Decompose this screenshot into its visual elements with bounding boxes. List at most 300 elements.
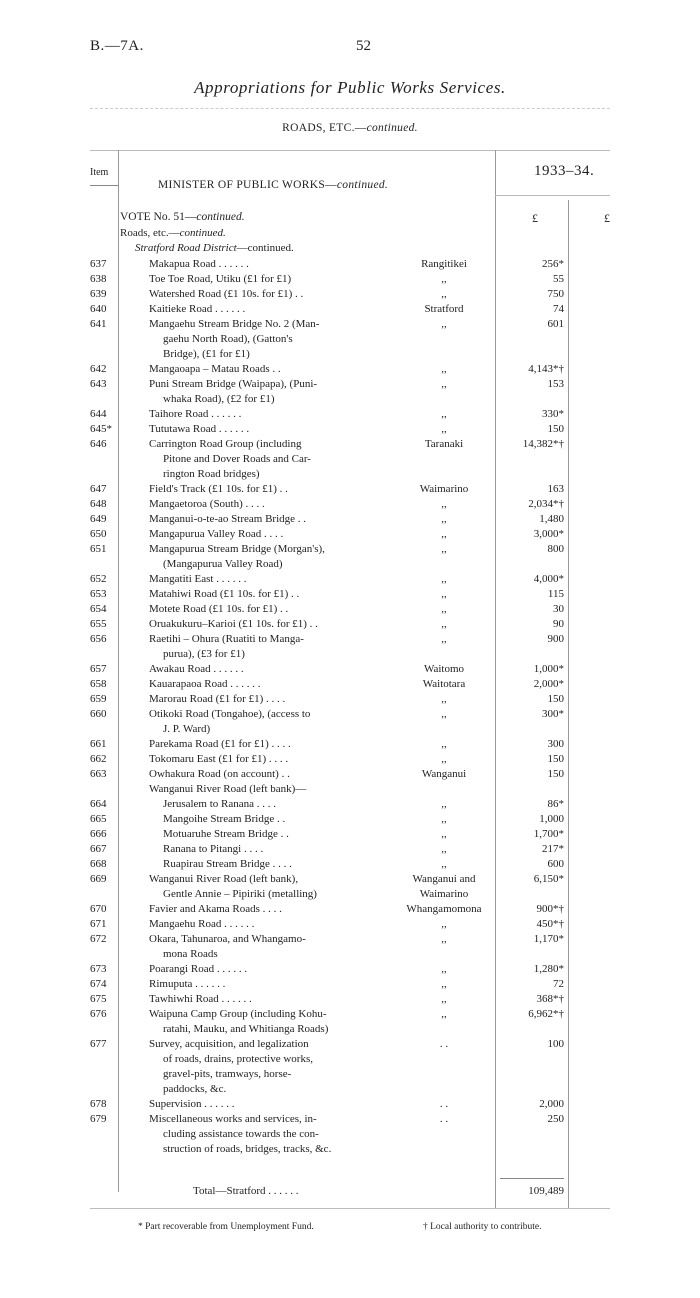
title-rule (90, 108, 610, 109)
item-description (149, 512, 394, 527)
electorate-line: ,, (441, 363, 447, 375)
electorate (393, 917, 495, 932)
electorate-line: ,, (441, 978, 447, 990)
item-description (149, 437, 394, 482)
description-line: Poarangi Road . . . . . . (149, 963, 248, 975)
item-description (149, 917, 394, 932)
vote-main: VOTE No. 51— (120, 211, 197, 223)
electorate-line: ,, (441, 828, 447, 840)
item-number: 638 (90, 273, 107, 285)
item-description (149, 1112, 394, 1157)
electorate-line: Rangitikei (421, 258, 467, 270)
item-description (149, 287, 394, 302)
item-description (149, 662, 394, 677)
amount: 55 (553, 273, 564, 285)
item-number: 655 (90, 618, 107, 630)
amount: 3,000* (533, 528, 564, 540)
description-line: Mangaehu Stream Bridge No. 2 (Man- (149, 318, 320, 330)
electorate (393, 902, 495, 917)
electorate-line: . . (439, 1038, 449, 1050)
item-number: 644 (90, 408, 107, 420)
amount: 217* (542, 843, 564, 855)
electorate (393, 602, 495, 617)
item-number: 665 (90, 813, 107, 825)
description-line: struction of roads, bridges, tracks, &c. (163, 1143, 332, 1155)
table-row (0, 812, 700, 827)
amount: 14,382*† (522, 438, 564, 450)
subtitle-continued: continued. (366, 122, 418, 134)
table-row (0, 752, 700, 767)
item-description (149, 302, 394, 317)
item-number: 648 (90, 498, 107, 510)
item-number: 662 (90, 753, 107, 765)
section-heading (120, 227, 226, 239)
table-row (0, 782, 700, 797)
item-number: 640 (90, 303, 107, 315)
table-row (0, 767, 700, 782)
amount: 450*† (536, 918, 564, 930)
description-line: Supervision . . . . . . (149, 1098, 235, 1110)
item-number: 647 (90, 483, 107, 495)
amount: 6,150* (533, 873, 564, 885)
amount: 1,280* (533, 963, 564, 975)
description-line: Taihore Road . . . . . . (149, 408, 242, 420)
subtitle-main: ROADS, ETC.— (282, 122, 367, 134)
description-line: Survey, acquisition, and legalization (149, 1038, 309, 1050)
electorate (393, 962, 495, 977)
description-line: Wanganui River Road (left bank), (149, 873, 299, 885)
description-line: gravel-pits, tramways, horse- (163, 1068, 292, 1080)
amount: 150 (547, 693, 564, 705)
electorate-line: ,, (441, 318, 447, 330)
description-line: J. P. Ward) (163, 723, 211, 735)
pound-symbol-items: £ (532, 211, 538, 225)
district-heading (135, 242, 294, 254)
table-row (0, 602, 700, 617)
description-line: Makapua Road . . . . . . (149, 258, 249, 270)
amount: 300* (542, 708, 564, 720)
description-line: purua), (£3 for £1) (163, 648, 245, 660)
electorate (393, 257, 495, 272)
table-row (0, 1007, 700, 1037)
amount: 6,962*† (528, 1008, 564, 1020)
item-description (163, 827, 394, 842)
amount: 601 (547, 318, 564, 330)
amount: 2,034*† (528, 498, 564, 510)
item-description (149, 707, 394, 737)
item-number: 667 (90, 843, 107, 855)
table-row (0, 497, 700, 512)
electorate-line: ,, (441, 543, 447, 555)
electorate-line: ,, (441, 498, 447, 510)
description-line: Awakau Road . . . . . . (149, 663, 244, 675)
item-number: 639 (90, 288, 107, 300)
item-number: 660 (90, 708, 107, 720)
item-number: 651 (90, 543, 107, 555)
electorate (393, 527, 495, 542)
electorate (393, 872, 495, 902)
item-column-header: Item (90, 167, 109, 178)
description-line: Tututawa Road . . . . . . (149, 423, 250, 435)
electorate-line: Wanganui and (412, 873, 476, 885)
item-number: 645* (90, 423, 112, 435)
table-row (0, 707, 700, 737)
item-number: 670 (90, 903, 107, 915)
amount: 150 (547, 768, 564, 780)
item-number: 646 (90, 438, 107, 450)
table-row (0, 842, 700, 857)
item-description (163, 812, 394, 827)
electorate (393, 767, 495, 782)
electorate (393, 497, 495, 512)
electorate-line: ,, (441, 408, 447, 420)
amount: 256* (542, 258, 564, 270)
amount: 1,000* (533, 663, 564, 675)
item-description (149, 602, 394, 617)
amount: 72 (553, 978, 564, 990)
electorate-line: Waitotara (422, 678, 466, 690)
item-number: 671 (90, 918, 107, 930)
electorate-line: ,, (441, 603, 447, 615)
item-number: 664 (90, 798, 107, 810)
table-row (0, 257, 700, 272)
amount: 4,000* (533, 573, 564, 585)
table-row (0, 272, 700, 287)
amount: 600 (547, 858, 564, 870)
description-line: Toe Toe Road, Utiku (£1 for £1) (149, 273, 292, 285)
electorate-line: Waimarino (419, 888, 469, 900)
amount: 153 (547, 378, 564, 390)
item-description (149, 752, 394, 767)
item-description (163, 797, 394, 812)
amount: 150 (547, 753, 564, 765)
table-row (0, 587, 700, 602)
item-number: 669 (90, 873, 107, 885)
table-row (0, 932, 700, 962)
table-row (0, 857, 700, 872)
electorate (393, 752, 495, 767)
section-main: Roads, etc.— (120, 227, 180, 239)
description-line: Mangatiti East . . . . . . (149, 573, 247, 585)
description-line: Parekama Road (£1 for £1) . . . . (149, 738, 291, 750)
description-line: Kauarapaoa Road . . . . . . (149, 678, 261, 690)
section-continued: continued. (179, 227, 226, 239)
item-number: 642 (90, 363, 107, 375)
electorate (393, 377, 495, 392)
description-line: Mangaoapa – Matau Roads . . (149, 363, 281, 375)
description-line: Pitone and Dover Roads and Car- (163, 453, 311, 465)
item-number: 666 (90, 828, 107, 840)
table-row (0, 962, 700, 977)
electorate (393, 362, 495, 377)
table-row (0, 1037, 700, 1097)
item-number: 679 (90, 1113, 107, 1125)
district-continued: —continued. (236, 242, 294, 254)
description-line: Motuaruhe Stream Bridge . . (163, 828, 289, 840)
electorate (393, 512, 495, 527)
item-description (149, 767, 394, 782)
table-row (0, 692, 700, 707)
amount: 2,000 (539, 1098, 564, 1110)
electorate (393, 482, 495, 497)
item-description (149, 482, 394, 497)
electorate-line: ,, (441, 843, 447, 855)
electorate-line: ,, (441, 798, 447, 810)
table-row (0, 437, 700, 482)
electorate-line: Wanganui (421, 768, 467, 780)
electorate-line: ,, (441, 933, 447, 945)
description-line: Rimuputa . . . . . . (149, 978, 226, 990)
description-line: Jerusalem to Ranana . . . . (163, 798, 277, 810)
amount: 750 (547, 288, 564, 300)
electorate (393, 437, 495, 452)
item-description (149, 692, 394, 707)
description-line: Marorau Road (£1 for £1) . . . . (149, 693, 286, 705)
description-line: Bridge), (£1 for £1) (163, 348, 250, 360)
electorate (393, 797, 495, 812)
electorate (393, 317, 495, 332)
electorate (393, 407, 495, 422)
item-number: 675 (90, 993, 107, 1005)
description-line: Otikoki Road (Tongahoe), (access to (149, 708, 311, 720)
amount: 74 (553, 303, 564, 315)
table-row (0, 422, 700, 437)
description-line: of roads, drains, protective works, (163, 1053, 313, 1065)
table-row (0, 407, 700, 422)
electorate-line: ,, (441, 918, 447, 930)
description-line: mona Roads (163, 948, 218, 960)
description-line: Mangaetoroa (South) . . . . (149, 498, 265, 510)
description-line: Gentle Annie – Pipiriki (metalling) (163, 888, 317, 900)
item-number: 672 (90, 933, 107, 945)
table-row (0, 662, 700, 677)
table-row (0, 737, 700, 752)
electorate (393, 1097, 495, 1112)
item-description (149, 992, 394, 1007)
description-line: Oruakukuru–Karioi (£1 10s. for £1) . . (149, 618, 318, 630)
item-description (149, 572, 394, 587)
amount: 4,143*† (528, 363, 564, 375)
electorate-line: Waimarino (419, 483, 469, 495)
electorate (393, 812, 495, 827)
description-line: rington Road bridges) (163, 468, 260, 480)
electorate-line: ,, (441, 513, 447, 525)
electorate-line: ,, (441, 273, 447, 285)
item-number: 658 (90, 678, 107, 690)
table-row (0, 482, 700, 497)
item-description (149, 902, 394, 917)
electorate-line: ,, (441, 813, 447, 825)
item-description (149, 257, 394, 272)
electorate (393, 422, 495, 437)
item-description (149, 587, 394, 602)
ministry-main: MINISTER OF PUBLIC WORKS— (158, 179, 337, 191)
description-line: paddocks, &c. (163, 1083, 227, 1095)
electorate (393, 707, 495, 722)
item-description (149, 962, 394, 977)
description-line: gaehu North Road), (Gatton's (163, 333, 293, 345)
item-number: 661 (90, 738, 107, 750)
item-number: 637 (90, 258, 107, 270)
amount: 300 (547, 738, 564, 750)
description-line: Owhakura Road (on account) . . (149, 768, 290, 780)
table-row (0, 377, 700, 407)
item-number: 674 (90, 978, 107, 990)
item-description (149, 422, 394, 437)
description-line: Wanganui River Road (left bank)— (149, 783, 307, 795)
description-line: Motete Road (£1 10s. for £1) . . (149, 603, 289, 615)
electorate-line: . . (439, 1113, 449, 1125)
total-label: Total—Stratford . . . . . . (193, 1185, 299, 1197)
item-number: 654 (90, 603, 107, 615)
item-number: 676 (90, 1008, 107, 1020)
item-number: 649 (90, 513, 107, 525)
electorate-line: ,, (441, 573, 447, 585)
item-description (149, 1007, 394, 1037)
electorate-line: ,, (441, 858, 447, 870)
description-line: Field's Track (£1 10s. for £1) . . (149, 483, 288, 495)
amount: 800 (547, 543, 564, 555)
table-row (0, 902, 700, 917)
description-line: Raetihi – Ohura (Ruatiti to Manga- (149, 633, 304, 645)
amount: 250 (547, 1113, 564, 1125)
item-description (149, 272, 394, 287)
amount: 1,700* (533, 828, 564, 840)
ministry-continued: continued. (336, 179, 389, 191)
description-line: whaka Road), (£2 for £1) (163, 393, 275, 405)
ministry-heading (158, 179, 388, 191)
amount: 1,000 (539, 813, 564, 825)
item-description (149, 872, 394, 902)
item-number: 663 (90, 768, 107, 780)
item-number: 643 (90, 378, 107, 390)
description-line: cluding assistance towards the con- (163, 1128, 319, 1140)
electorate-line: Stratford (424, 303, 464, 315)
item-description (149, 497, 394, 512)
description-line: ratahi, Mauku, and Whitianga Roads) (163, 1023, 329, 1035)
document-reference: B.—7A. (90, 38, 144, 54)
description-line: Carrington Road Group (including (149, 438, 302, 450)
item-description (149, 542, 394, 572)
item-description (149, 527, 394, 542)
table-row (0, 527, 700, 542)
description-line: Mangaehu Road . . . . . . (149, 918, 255, 930)
electorate-line: Waitomo (423, 663, 465, 675)
item-number: 653 (90, 588, 107, 600)
item-description (149, 737, 394, 752)
year-header-rule (495, 195, 610, 196)
electorate (393, 617, 495, 632)
table-row (0, 512, 700, 527)
table-top-rule (90, 150, 610, 151)
item-number: 659 (90, 693, 107, 705)
amount: 30 (553, 603, 564, 615)
electorate-line: ,, (441, 693, 447, 705)
electorate (393, 677, 495, 692)
table-row (0, 797, 700, 812)
electorate (393, 662, 495, 677)
page-number: 52 (356, 38, 371, 54)
description-line: Puni Stream Bridge (Waipapa), (Puni- (149, 378, 318, 390)
item-number: 668 (90, 858, 107, 870)
pound-symbol-totals: £ (604, 211, 610, 225)
electorate (393, 692, 495, 707)
description-line: Matahiwi Road (£1 10s. for £1) . . (149, 588, 300, 600)
electorate-line: ,, (441, 288, 447, 300)
electorate-line: ,, (441, 633, 447, 645)
description-line: Tokomaru East (£1 for £1) . . . . (149, 753, 289, 765)
description-line: Miscellaneous works and services, in- (149, 1113, 317, 1125)
description-line: Tawhiwhi Road . . . . . . (149, 993, 252, 1005)
amount: 330* (542, 408, 564, 420)
item-description (149, 617, 394, 632)
total-amount: 109,489 (528, 1185, 564, 1197)
table-row (0, 317, 700, 362)
table-row (0, 302, 700, 317)
amount: 1,480 (539, 513, 564, 525)
page-title: Appropriations for Public Works Services. (194, 78, 506, 97)
electorate (393, 542, 495, 557)
electorate-line: ,, (441, 588, 447, 600)
description-line: Ruapirau Stream Bridge . . . . (163, 858, 292, 870)
electorate-line: ,, (441, 993, 447, 1005)
footnote-star: * Part recoverable from Unemployment Fund. (138, 1222, 314, 1232)
amount: 150 (547, 423, 564, 435)
item-description (149, 317, 394, 362)
item-number: 656 (90, 633, 107, 645)
electorate (393, 842, 495, 857)
table-row (0, 677, 700, 692)
table-row (0, 287, 700, 302)
electorate (393, 287, 495, 302)
item-description (149, 932, 394, 962)
electorate-line: ,, (441, 378, 447, 390)
item-number: 678 (90, 1098, 107, 1110)
electorate-line: ,, (441, 528, 447, 540)
item-number: 657 (90, 663, 107, 675)
table-row (0, 542, 700, 572)
electorate (393, 302, 495, 317)
description-line: Okara, Tahunaroa, and Whangamo- (149, 933, 306, 945)
electorate (393, 572, 495, 587)
table-row (0, 917, 700, 932)
electorate (393, 1037, 495, 1052)
electorate-line: ,, (441, 1008, 447, 1020)
item-description (149, 377, 394, 407)
table-row (0, 1097, 700, 1112)
electorate (393, 827, 495, 842)
table-row (0, 632, 700, 662)
item-description (149, 1097, 394, 1112)
electorate (393, 272, 495, 287)
item-description (149, 1037, 394, 1097)
electorate-line: ,, (441, 423, 447, 435)
electorate-line: ,, (441, 738, 447, 750)
table-row (0, 977, 700, 992)
item-number: 673 (90, 963, 107, 975)
description-line: Manganui-o-te-ao Stream Bridge . . (149, 513, 307, 525)
amount: 900 (547, 633, 564, 645)
amount: 86* (547, 798, 564, 810)
description-line: Watershed Road (£1 10s. for £1) . . (149, 288, 304, 300)
item-description (149, 977, 394, 992)
amount: 115 (547, 588, 564, 600)
vote-continued: continued. (196, 211, 245, 223)
item-description (149, 362, 394, 377)
description-line: Mangapurua Stream Bridge (Morgan's), (149, 543, 325, 555)
electorate (393, 737, 495, 752)
amount: 900*† (536, 903, 564, 915)
